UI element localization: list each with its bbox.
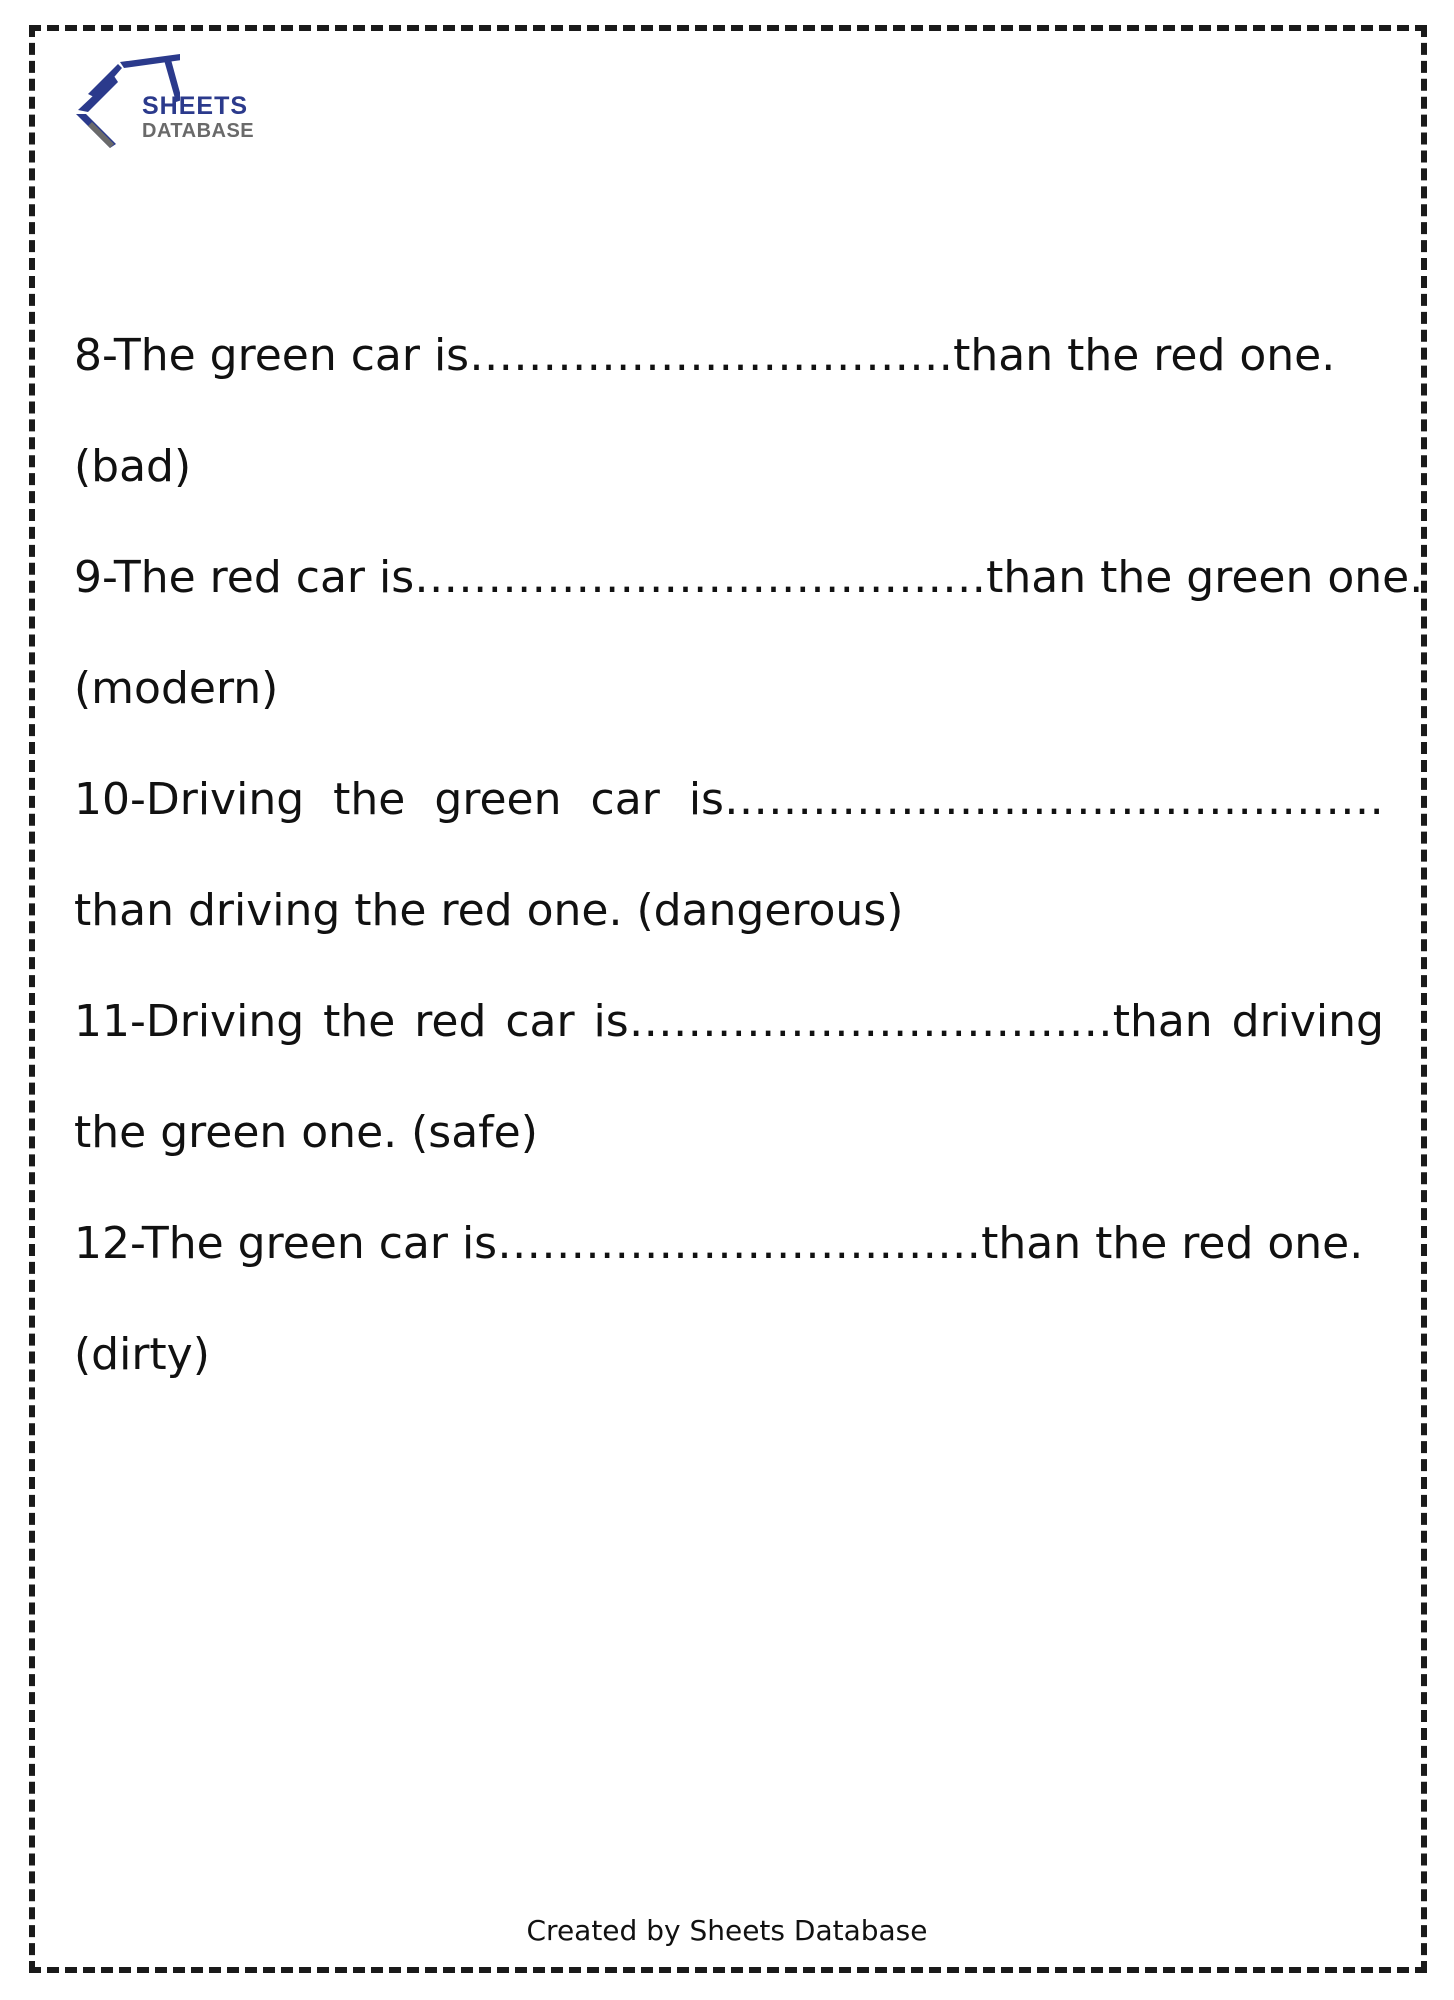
exercise-12-hint: (dirty) [74,1329,210,1380]
word-blank: is……………………………than [593,996,1213,1047]
exercise-12-line-1: 12-The green car is……………………………than the red one. [74,1218,1364,1269]
exercise-list [74,300,1424,1410]
word: 10-Driving [74,774,305,825]
footer-credit: Created by Sheets Database [526,1914,928,1947]
word: car [505,996,575,1047]
logo-text-database: DATABASE [142,120,255,142]
logo-text-sheets: SHEETS [142,92,249,120]
exercise-9-hint: (modern) [74,663,279,714]
word-blank: is……………………………………… [688,774,1384,825]
exercise-10-line-1 [74,744,1384,855]
exercise-11-line-2: the green one. (safe) [74,1107,538,1158]
word: green [434,774,562,825]
word: red [414,996,487,1047]
exercise-8-line-1: 8-The green car is……………………………than the red one. [74,330,1336,381]
exercise-9-line-1: 9-The red car is…………………………………than the green one. [74,552,1424,603]
sheets-database-logo [70,52,260,162]
word: driving [1231,996,1384,1047]
exercise-10-line-2: than driving the red one. (dangerous) [74,885,904,936]
exercise-8-hint: (bad) [74,441,192,492]
word: 11-Driving [74,996,305,1047]
word: car [590,774,660,825]
word: the [323,996,396,1047]
word: the [333,774,406,825]
exercise-11-line-1 [74,966,1384,1077]
